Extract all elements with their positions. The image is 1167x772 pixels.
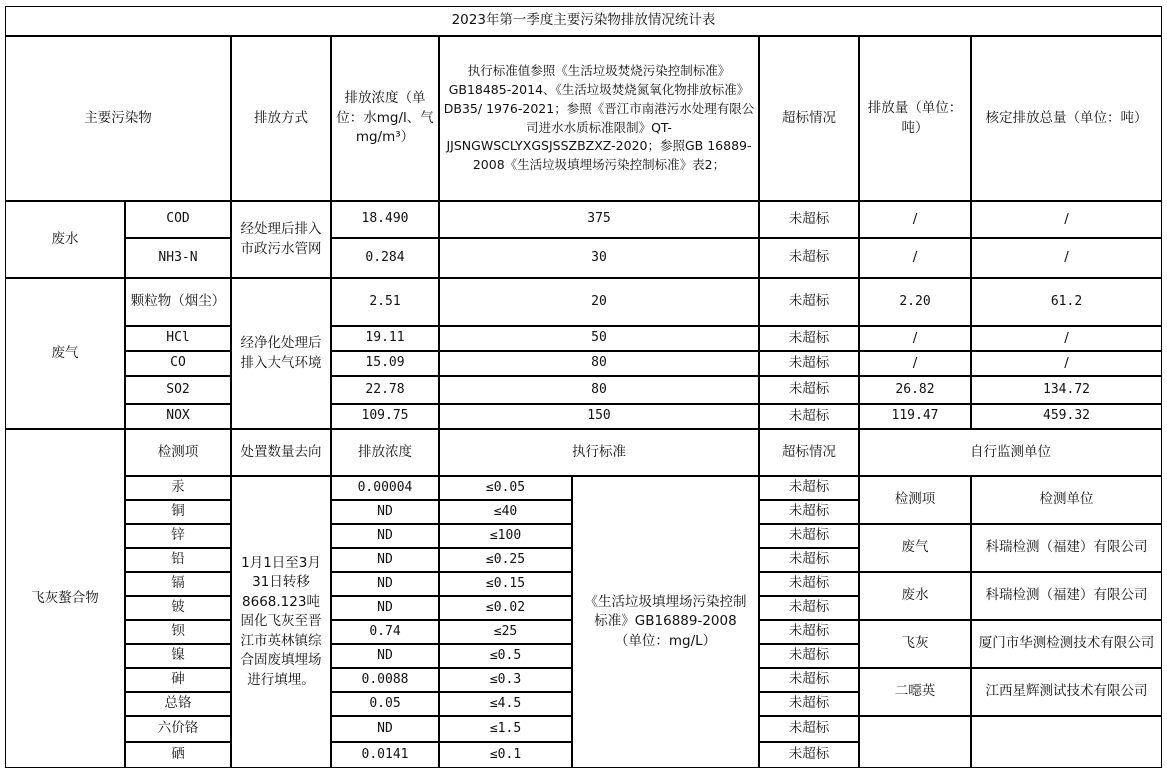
table-row-conc: ND	[331, 716, 439, 742]
table-row-exceed: 未超标	[759, 404, 859, 429]
table-row-std: 150	[439, 404, 759, 429]
table-row-exceed: 未超标	[759, 644, 859, 668]
table-row-limit: ≤4.5	[439, 692, 572, 716]
table-row-limit: ≤0.5	[439, 644, 572, 668]
table-row-exceed: 未超标	[759, 351, 859, 376]
monitor-row-item: 废气	[859, 524, 971, 572]
table-row-conc: 0.74	[331, 620, 439, 644]
table-row-item: 锌	[125, 524, 231, 548]
monitor-header-unit: 检测单位	[971, 476, 1162, 524]
monitor-row-item: 废水	[859, 572, 971, 620]
table-row-amount: /	[859, 201, 971, 238]
table-row-limit: ≤0.1	[439, 742, 572, 768]
table-row-conc: ND	[331, 500, 439, 524]
category-flyash: 飞灰螯合物	[5, 429, 125, 768]
monitor-row-unit: 科瑞检测（福建）有限公司	[971, 572, 1162, 620]
table-row-amount: /	[859, 326, 971, 351]
table-row-item: 六价铬	[125, 716, 231, 742]
table-row-total: 61.2	[971, 278, 1162, 326]
monitor-header-item: 检测项	[859, 476, 971, 524]
table-row-exceed: 未超标	[759, 692, 859, 716]
table-row-conc: 0.0088	[331, 668, 439, 692]
table-row-conc: ND	[331, 524, 439, 548]
flyash-header-exceed: 超标情况	[759, 429, 859, 476]
table-row-std: 20	[439, 278, 759, 326]
header-exceed: 超标情况	[759, 36, 859, 201]
table-row-exceed: 未超标	[759, 572, 859, 596]
table-title: 2023年第一季度主要污染物排放情况统计表	[5, 6, 1162, 36]
header-concentration: 排放浓度（单位：水mg/l、气mg/m³）	[331, 36, 439, 201]
table-row-std: 30	[439, 238, 759, 278]
table-row-item: 汞	[125, 476, 231, 500]
table-row-conc: ND	[331, 572, 439, 596]
monitor-row-unit: 江西星辉测试技术有限公司	[971, 668, 1162, 716]
table-row-exceed: 未超标	[759, 238, 859, 278]
monitor-row-item: 飞灰	[859, 620, 971, 668]
table-row-item: 砷	[125, 668, 231, 692]
table-row-total: 134.72	[971, 376, 1162, 404]
table-row-item: 钡	[125, 620, 231, 644]
table-row-item: NOX	[125, 404, 231, 429]
table-row-exceed: 未超标	[759, 668, 859, 692]
table-row-item: 镉	[125, 572, 231, 596]
table-row-conc: 18.490	[331, 201, 439, 238]
header-pollutant: 主要污染物	[5, 36, 231, 201]
flyash-standard-note: 《生活垃圾填埋场污染控制标准》GB16889-2008（单位：mg/L）	[572, 476, 759, 768]
table-row-item: SO2	[125, 376, 231, 404]
flyash-header-std: 执行标准	[439, 429, 759, 476]
table-row-conc: 2.51	[331, 278, 439, 326]
table-row-item: CO	[125, 351, 231, 376]
table-row-limit: ≤40	[439, 500, 572, 524]
table-row-std: 50	[439, 326, 759, 351]
table-row-exceed: 未超标	[759, 476, 859, 500]
table-row-total: /	[971, 351, 1162, 376]
category-wastewater: 废水	[5, 201, 125, 278]
table-row-amount: 26.82	[859, 376, 971, 404]
table-row-exceed: 未超标	[759, 326, 859, 351]
table-row-limit: ≤0.05	[439, 476, 572, 500]
header-total: 核定排放总量（单位：吨）	[971, 36, 1162, 201]
table-row-conc: ND	[331, 548, 439, 572]
table-row-amount: 119.47	[859, 404, 971, 429]
monitor-row-item: 二噁英	[859, 668, 971, 716]
table-row-exceed: 未超标	[759, 742, 859, 768]
table-row-amount: 2.20	[859, 278, 971, 326]
table-row-exceed: 未超标	[759, 548, 859, 572]
table-row-total: /	[971, 238, 1162, 278]
table-row-amount: /	[859, 238, 971, 278]
table-row-conc: 19.11	[331, 326, 439, 351]
table-row-item: COD	[125, 201, 231, 238]
table-row-limit: ≤100	[439, 524, 572, 548]
table-row-item: HCl	[125, 326, 231, 351]
table-row-limit: ≤1.5	[439, 716, 572, 742]
monitor-row-unit: 科瑞检测（福建）有限公司	[971, 524, 1162, 572]
header-method: 排放方式	[231, 36, 331, 201]
category-exhaust: 废气	[5, 278, 125, 429]
wastewater-method: 经处理后排入市政污水管网	[231, 201, 331, 278]
table-row-conc: 22.78	[331, 376, 439, 404]
table-row-limit: ≤25	[439, 620, 572, 644]
flyash-header-item: 检测项	[125, 429, 231, 476]
table-row-std: 80	[439, 351, 759, 376]
flyash-header-conc: 排放浓度	[331, 429, 439, 476]
table-row-item: 铍	[125, 596, 231, 620]
table-row-std: 375	[439, 201, 759, 238]
table-row-limit: ≤0.15	[439, 572, 572, 596]
table-row-conc: 0.284	[331, 238, 439, 278]
table-row-item: 镍	[125, 644, 231, 668]
table-row-total: /	[971, 201, 1162, 238]
table-row-limit: ≤0.02	[439, 596, 572, 620]
table-row-std: 80	[439, 376, 759, 404]
table-row-item: NH3-N	[125, 238, 231, 278]
table-row-exceed: 未超标	[759, 620, 859, 644]
table-row-conc: 109.75	[331, 404, 439, 429]
table-row-exceed: 未超标	[759, 201, 859, 238]
table-row-conc: 0.0141	[331, 742, 439, 768]
table-row-exceed: 未超标	[759, 278, 859, 326]
monitor-empty-cell	[971, 716, 1162, 768]
table-row-item: 硒	[125, 742, 231, 768]
flyash-header-monitor: 自行监测单位	[859, 429, 1162, 476]
monitor-empty-cell	[859, 716, 971, 768]
table-row-exceed: 未超标	[759, 500, 859, 524]
table-row-item: 铅	[125, 548, 231, 572]
table-row-exceed: 未超标	[759, 596, 859, 620]
table-row-exceed: 未超标	[759, 376, 859, 404]
table-row-exceed: 未超标	[759, 524, 859, 548]
table-row-conc: 15.09	[331, 351, 439, 376]
header-amount: 排放量（单位：吨）	[859, 36, 971, 201]
flyash-disposal: 1月1日至3月31日转移8668.123吨固化飞灰至晋江市英林镇综合固废填埋场进行填埋。	[231, 476, 331, 768]
header-standard: 执行标准值参照《生活垃圾焚烧污染控制标准》GB18485-2014、《生活垃圾焚烧氮氧化物排放标准》DB35/ 1976-2021；参照《晋江市南港污水处理有限公司进水水质标准限制》QT-JJSNGWSCLYXGSJSSZBZXZ-2020；参照GB 16889-2008《生活垃圾填埋场污染控制标准》表2；	[439, 36, 759, 201]
table-row-conc: ND	[331, 644, 439, 668]
flyash-header-disposal: 处置数量去向	[231, 429, 331, 476]
exhaust-method: 经净化处理后排入大气环境	[231, 278, 331, 429]
monitor-row-unit: 厦门市华测检测技术有限公司	[971, 620, 1162, 668]
table-row-limit: ≤0.25	[439, 548, 572, 572]
table-row-conc: 0.00004	[331, 476, 439, 500]
table-row-total: 459.32	[971, 404, 1162, 429]
table-row-conc: ND	[331, 596, 439, 620]
table-row-item: 总铬	[125, 692, 231, 716]
table-row-limit: ≤0.3	[439, 668, 572, 692]
table-row-item: 颗粒物（烟尘）	[125, 278, 231, 326]
table-row-item: 铜	[125, 500, 231, 524]
table-row-amount: /	[859, 351, 971, 376]
table-row-exceed: 未超标	[759, 716, 859, 742]
table-row-total: /	[971, 326, 1162, 351]
table-row-conc: 0.05	[331, 692, 439, 716]
